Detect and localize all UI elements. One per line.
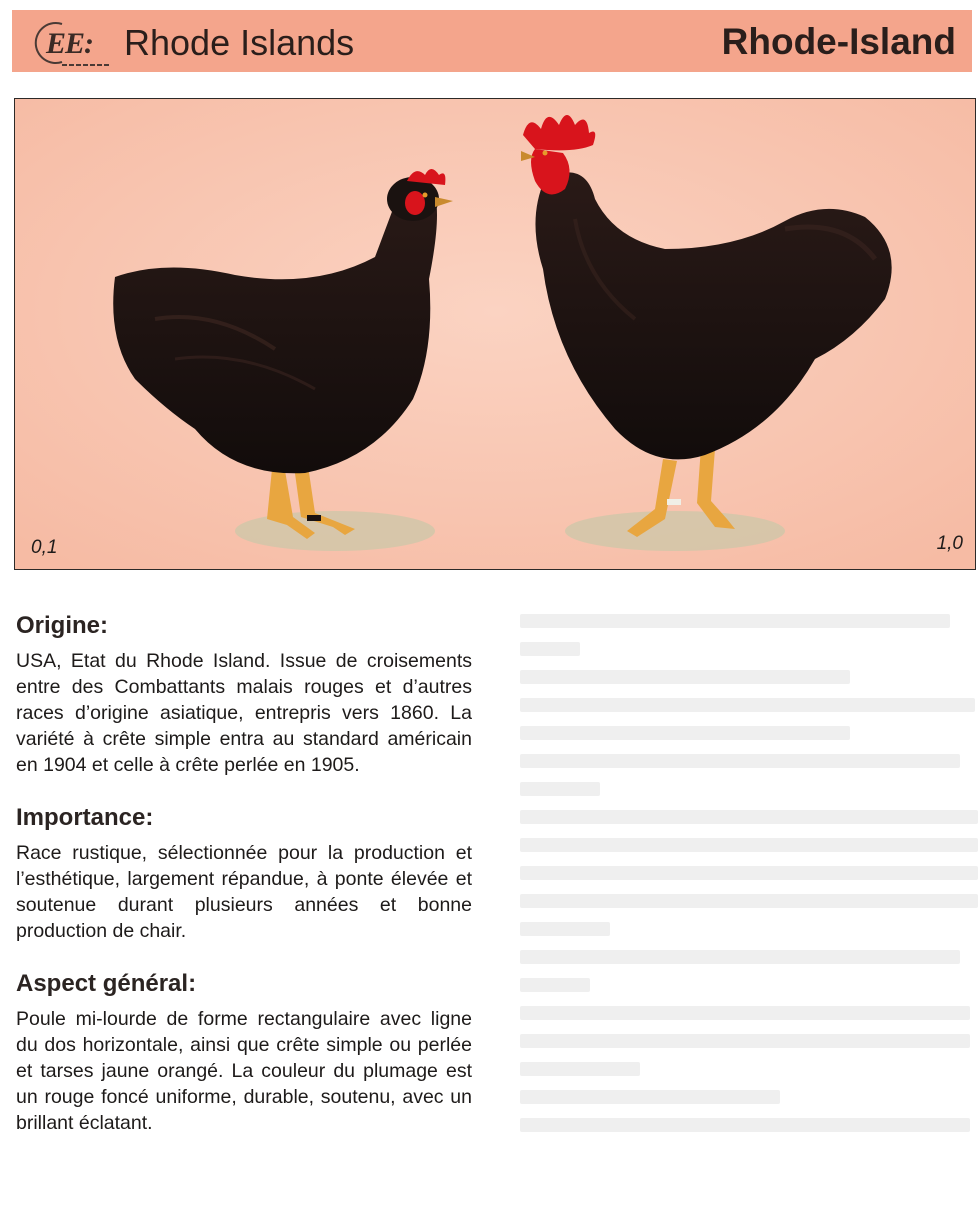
section-heading: Aspect général: (16, 970, 197, 997)
section-importance (16, 804, 472, 944)
section-heading: Origine: (16, 612, 109, 639)
breed-illustration (14, 98, 976, 570)
description-column (16, 612, 472, 1162)
section-general-aspect (16, 970, 472, 1136)
breed-name-title: Rhode-Island (721, 21, 956, 62)
section-text: Race rustique, sélectionnée pour la production et l’esthétique, largement répandue, à ponte élevée et soutenue durant plusieurs années et bonne production de chair. (16, 842, 472, 942)
rooster-label: 1,0 (936, 533, 963, 554)
page-title: Rhode Islands (124, 22, 355, 63)
section-heading: Importance: (16, 804, 154, 831)
hen-label: 0,1 (31, 537, 58, 558)
header-banner (12, 10, 972, 72)
ee-logo-text: EE: (46, 27, 94, 60)
bleed-through-text (520, 614, 980, 1146)
section-text: USA, Etat du Rhode Island. Issue de croisements entre des Combattants malais rouges et d’autres races d’origine asiatique, entrepris vers 1860. La variété à crête simple entra au standard américain en 1904 et celle à crête perlée en 1905. (16, 650, 472, 776)
section-text: Poule mi-lourde de forme rectangulaire avec ligne du dos horizontale, ainsi que crête simple ou perlée et tarses jaune orangé. La couleur du plumage est un rouge foncé uniforme, durable, soutenu, avec un brillant éclatant. (16, 1008, 472, 1134)
section-origin (16, 612, 472, 778)
